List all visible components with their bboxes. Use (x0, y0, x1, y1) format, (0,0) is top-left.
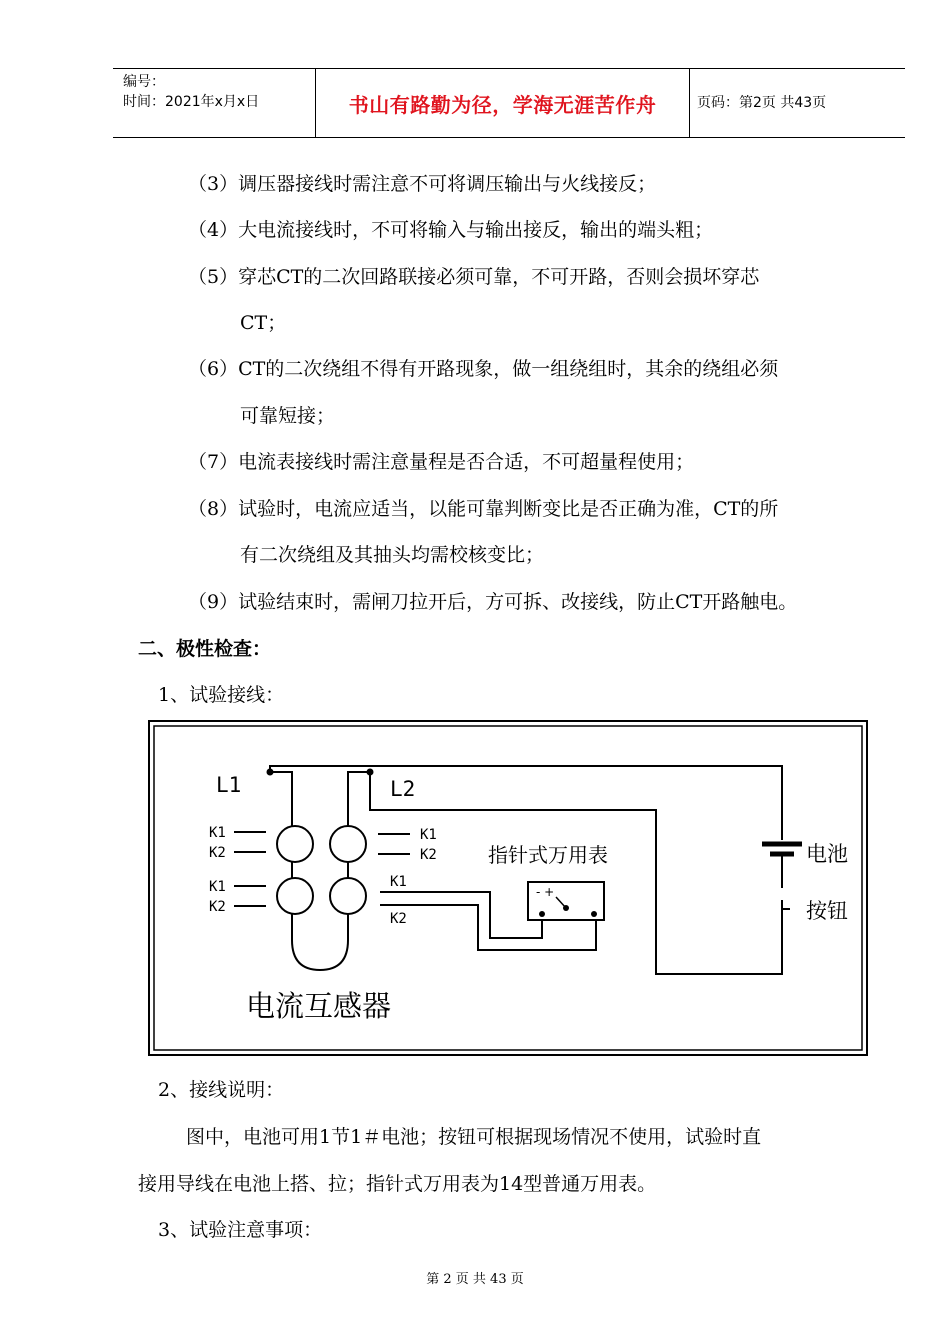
list-item: （6）CT的二次绕组不得有开路现象，做一组绕组时，其余的绕组必须 (188, 358, 779, 380)
k2-label-right: K2 (420, 847, 437, 863)
subsection-title: 1、试验接线： (158, 684, 285, 706)
multimeter-symbol (528, 882, 604, 920)
k1-label-lead: K1 (390, 874, 407, 890)
list-item-continuation: 可靠短接； (240, 405, 336, 427)
ct-core-left-lower (277, 878, 313, 914)
list-item: （3）调压器接线时需注意不可将调压输出与火线接反； (188, 173, 657, 195)
k1-label-left: K1 (209, 879, 226, 895)
k2-label-lead: K2 (390, 911, 407, 927)
list-item: （7）电流表接线时需注意量程是否合适，不可超量程使用； (188, 451, 695, 473)
list-item-continuation: CT； (240, 312, 287, 334)
motto-text: 书山有路勤为径，学海无涯苦作舟 (348, 92, 657, 117)
ct-label: 电流互感器 (246, 989, 392, 1023)
list-item: （5）穿芯CT的二次回路联接必须可靠，不可开路，否则会损坏穿芯 (188, 266, 760, 288)
page-header (113, 68, 905, 138)
section-title: 二、极性检查： (138, 638, 272, 660)
battery-label: 电池 (806, 842, 848, 866)
header-page-cell (689, 69, 905, 137)
list-item: （9）试验结束时，需闸刀拉开后，方可拆、改接线，防止CT开路触电。 (188, 591, 798, 613)
body-text: 图中，电池可用1节1＃电池；按钮可根据现场情况不使用，试验时直 (186, 1126, 762, 1148)
button-label: 按钮 (806, 899, 848, 923)
k1-label-left: K1 (209, 825, 226, 841)
list-item: （4）大电流接线时，不可将输入与输出接反，输出的端头粗； (188, 219, 714, 241)
meter-sign-label: - + (536, 885, 555, 899)
subsection-title: 2、接线说明： (158, 1079, 285, 1101)
subsection-title: 3、试验注意事项： (158, 1219, 323, 1241)
header-motto-cell (315, 69, 690, 137)
list-item-continuation: 有二次绕组及其抽头均需校核变比； (240, 544, 545, 566)
list-item: （8）试验时，电流应适当，以能可靠判断变比是否正确为准，CT的所 (188, 498, 779, 520)
k2-label-left: K2 (209, 845, 226, 861)
ct-core-right-lower (330, 878, 366, 914)
k1-label-right: K1 (420, 827, 437, 843)
doc-number-label: 编号： (123, 74, 165, 90)
k2-label-left: K2 (209, 899, 226, 915)
l1-label: L1 (216, 773, 242, 797)
l2-label: L2 (390, 777, 416, 801)
meter-label: 指针式万用表 (488, 843, 608, 867)
header-page-label: 页码：第2页 共43页 (697, 95, 827, 111)
header-info-cell (113, 69, 315, 137)
ct-core-left-upper (277, 826, 313, 862)
page-footer: 第 2 页 共 43 页 (426, 1272, 524, 1287)
wiring-diagram (148, 720, 868, 1056)
doc-time-label: 时间：2021年x月x日 (123, 94, 260, 110)
ct-core-right-upper (330, 826, 366, 862)
body-text: 接用导线在电池上搭、拉；指针式万用表为14型普通万用表。 (138, 1173, 657, 1195)
